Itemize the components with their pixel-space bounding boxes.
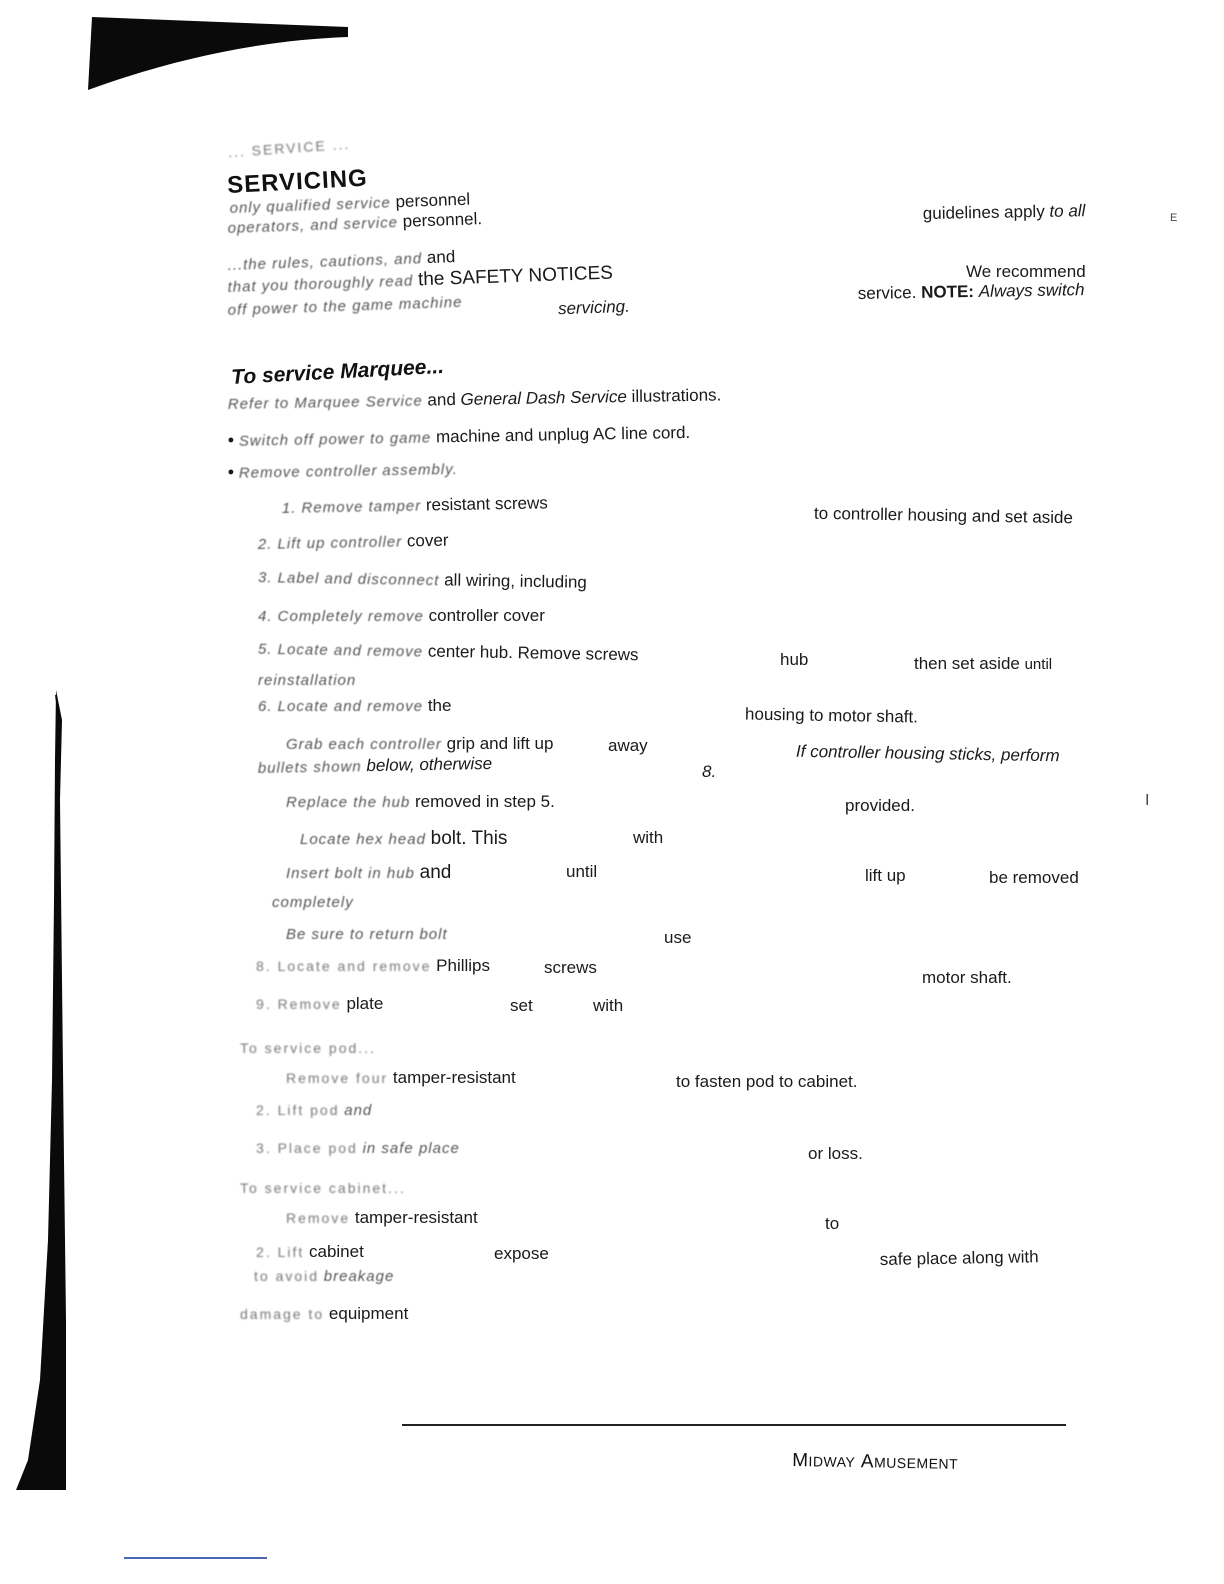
step-7-c: If controller housing sticks, perform [795,741,1060,766]
intro-line-4-text: the SAFETY NOTICES [417,262,614,291]
pod-1-b: to fasten pod to cabinet. [676,1072,858,1091]
cabinet-1-faint: Remove [286,1210,351,1226]
bullet-dot: • [227,429,235,451]
intro-line-4-faint: that you thoroughly read [227,272,414,297]
step-5-d: then set aside [914,654,1020,673]
cabinet-3-faint: to avoid [254,1268,320,1284]
step-11-line [286,924,448,944]
step-1-line [282,493,548,518]
step-5-a: center hub. [427,641,514,663]
bullet-2-text: assembly. [382,460,458,480]
cabinet-2-b: expose [494,1244,549,1263]
cabinet-line-1 [286,1208,478,1228]
bottom-link-underline [124,1557,267,1559]
step-8-line [286,792,555,812]
step-4-a: controller cover [428,606,545,625]
chapter-label: ... SERVICE ... [227,135,351,161]
step-10-line [286,862,451,884]
step-7-b: away [608,736,648,755]
step-10-b: until [566,862,598,881]
step-1-faint: 1. Remove tamper [281,497,422,518]
step-5-faint: 5. Locate and remove [257,640,424,661]
cabinet-line-3 [254,1266,394,1286]
section-refer-line [228,385,722,414]
step-7-line [286,734,553,754]
step-13-faint: 9. Remove [256,996,342,1012]
cabinet-2-a: cabinet [308,1242,364,1261]
step-4-faint: 4. Completely remove [258,608,424,625]
intro-right-line-3-b: NOTE: [920,281,975,302]
step-10-a: and [419,862,452,883]
footer-company-first-rest: IDWAY [808,1453,856,1471]
bullet-2-faint: Remove controller [238,462,378,482]
intro-line-5-end: servicing. [557,296,631,319]
intro-line-1-text: personnel [395,189,471,212]
cabinet-1-b: to [825,1214,840,1233]
step-5-line [258,639,639,666]
step-10-d: be removed [989,868,1079,887]
step-11-faint: Be sure to return [286,926,415,943]
step-1-b: to controller housing and set aside [813,503,1074,528]
intro-right-line-1-b: to all [1049,201,1086,221]
pod-3-a: in safe place [362,1140,460,1157]
pod-line-3 [256,1138,460,1158]
pod-3-faint: 3. Place pod [256,1140,358,1156]
footer-rule [402,1424,1066,1426]
step-7-line-2 [258,754,493,778]
step-13-line [256,994,383,1014]
step-12-faint: 8. Locate and remove [256,958,432,974]
cabinet-line-4 [240,1304,408,1324]
step-6-line [258,696,451,716]
step-7-faint-2: bullets shown [257,758,362,778]
step-12-c: motor shaft. [922,968,1012,987]
cabinet-4-faint: damage to [240,1306,325,1322]
step-12-b: screws [544,958,597,977]
refer-a: and [427,390,456,410]
step-7-a: grip and lift up [446,734,554,753]
cabinet-1-a: tamper-resistant [354,1208,478,1227]
page-title: SERVICING [226,164,369,200]
pod-line-2 [256,1100,372,1120]
pod-line-1 [286,1068,516,1088]
intro-right-line-3-a: service. [857,282,917,304]
pod-2-a: and [344,1102,373,1119]
step-13-a: plate [346,994,384,1013]
intro-right-line-1-a: guidelines apply [922,201,1045,224]
bullet-1-faint: Switch off power to game [238,429,432,450]
refer-c: illustrations. [631,385,722,406]
step-2-a: cover [406,530,449,551]
step-11-b: use [664,928,692,947]
cabinet-3-a: breakage [323,1268,395,1285]
cabinet-4-a: equipment [328,1304,409,1323]
step-13-b: set [510,996,533,1015]
step-9-a: bolt. This [430,828,508,849]
intro-line-5-faint: off power to the game machine [227,293,463,320]
step-12-a: Phillips [436,956,491,975]
refer-faint: Refer to Marquee Service [227,392,423,414]
step-7-e: 8. [702,762,717,781]
step-6-a: the [427,696,452,715]
intro-right-line-3-c: Always switch [978,280,1085,301]
step-8-faint: Replace the hub [286,794,411,811]
bullet-item-2 [228,458,458,483]
edge-mark-top: E [1170,212,1178,224]
cabinet-2-faint: 2. Lift [256,1244,305,1260]
step-10-faint: Insert bolt in hub [286,865,415,882]
step-4-line [258,606,545,626]
step-2-line [258,531,449,554]
pod-1-faint: Remove four [286,1070,389,1086]
intro-line-2-faint: operators, and service [227,214,399,238]
step-10-c: lift up [865,866,906,885]
scan-left-edge-mark [0,680,80,1510]
intro-right-line-2: We recommend [966,262,1086,281]
footer-company-second-rest: MUSEMENT [873,1454,959,1472]
step-6-b: housing to motor shaft. [744,704,919,727]
step-7-faint: Grab each controller [286,736,442,753]
refer-b: General Dash Service [460,387,627,409]
step-8-b: provided. [845,796,915,815]
step-5-c: hub [780,650,809,669]
intro-line-1-faint: only qualified service [229,194,392,218]
bullet-1-text: machine and unplug AC line cord. [435,422,691,447]
step-8-a: removed in step 5. [414,792,555,811]
step-2-faint: 2. Lift up controller [257,533,403,554]
cabinet-2-c: safe place along with [879,1247,1039,1270]
step-5-faint-2: reinstallation [258,672,357,689]
intro-line-3-faint: ...the rules, cautions, and [227,250,423,275]
intro-line-3-text: and [426,247,456,268]
pod-2-faint: 2. Lift pod [256,1102,340,1118]
step-9-b: with [633,828,664,847]
footer-company-second-cap: A [860,1451,875,1473]
step-9-line [300,828,507,850]
intro-right-line-1 [923,201,1086,224]
step-7-d: below, otherwise [366,753,493,776]
scan-corner-mark [0,0,360,100]
section-title-marquee: To service Marquee... [230,354,445,390]
step-13-c: with [593,996,624,1015]
bullet-item-1 [228,422,691,451]
step-3-faint: 3. Label and disconnect [257,569,440,590]
step-5-b: Remove screws [517,643,639,665]
pod-heading: To service pod... [240,1040,376,1056]
pod-3-b: or loss. [808,1144,863,1163]
pod-1-a: tamper-resistant [392,1068,516,1087]
step-6-faint: 6. Locate and remove [258,698,424,715]
step-9-faint: Locate hex head [300,831,426,848]
footer-company [792,1450,958,1475]
step-11-a: bolt [419,926,448,943]
step-10-faint-2: completely [272,894,354,911]
bullet-dot: • [227,461,235,483]
cabinet-line-2 [256,1242,364,1262]
step-5-de [914,654,1052,674]
step-12-line [256,956,490,976]
step-3-line [258,567,587,593]
footer-company-first-cap: M [792,1450,809,1472]
step-1-a: resistant screws [425,493,548,515]
intro-line-2-text: personnel. [402,209,483,231]
intro-right-line-3 [858,280,1085,304]
edge-mark-mid: I [1145,792,1150,809]
step-5-e: until [1024,656,1053,673]
step-3-a: all wiring, including [444,570,588,592]
cabinet-heading: To service cabinet... [240,1180,406,1196]
